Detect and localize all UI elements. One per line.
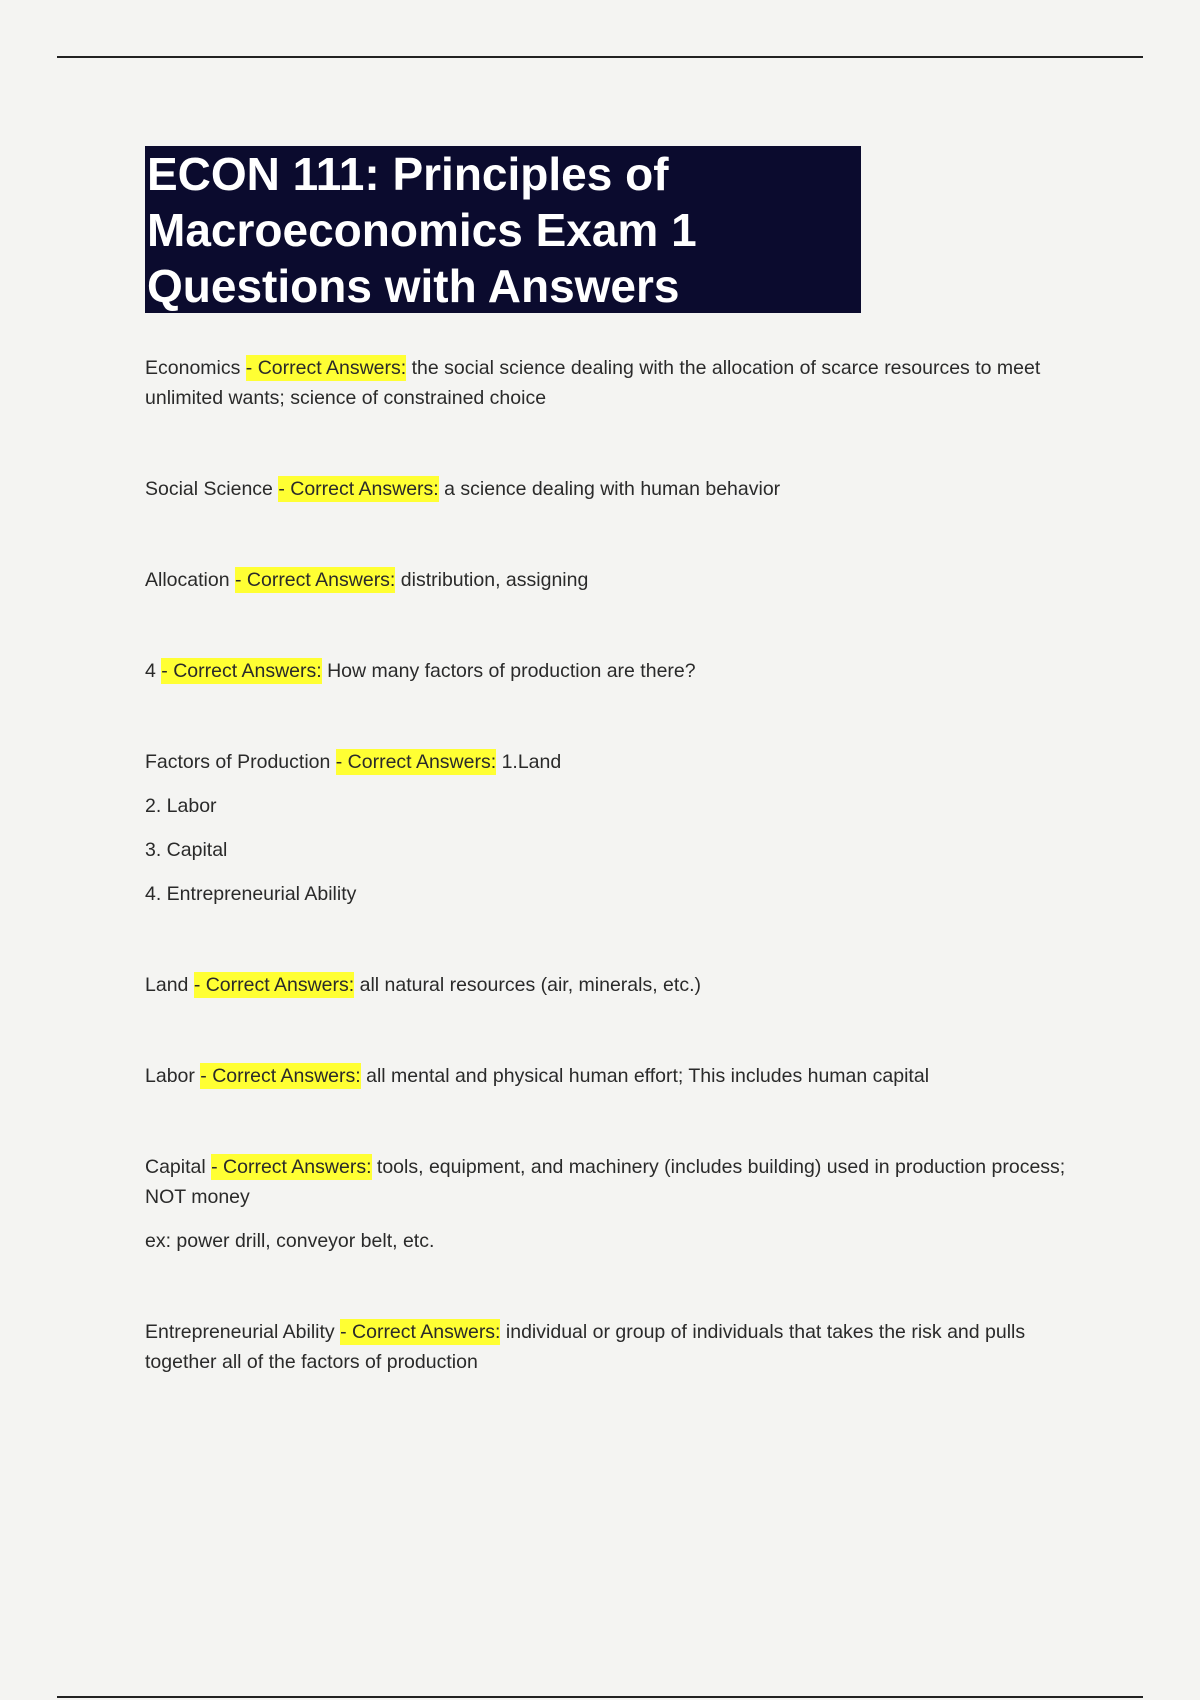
- entry-continuation: 3. Capital: [145, 839, 228, 861]
- entry-term: Entrepreneurial Ability: [145, 1321, 335, 1343]
- qa-entry: [145, 474, 1075, 504]
- entry-gap: [145, 686, 1075, 747]
- entry-gap: [145, 1000, 1075, 1061]
- entry-term: Social Science: [145, 478, 273, 500]
- entry-continuation: 2. Labor: [145, 795, 217, 817]
- qa-line: [145, 474, 1075, 504]
- qa-entry: [145, 747, 1075, 909]
- entry-answer: all mental and physical human effort; This includes human capital: [366, 1065, 930, 1087]
- qa-entry: [145, 970, 1075, 1000]
- entry-gap: [145, 595, 1075, 656]
- entry-continuation: ex: power drill, conveyor belt, etc.: [145, 1230, 435, 1252]
- title-line: ECON 111: Principles of: [147, 148, 669, 200]
- correct-answers-label: - Correct Answers:: [245, 357, 407, 379]
- entry-gap: [145, 504, 1075, 565]
- entry-gap: [145, 1091, 1075, 1152]
- correct-answers-label: - Correct Answers:: [234, 569, 396, 591]
- entry-answer: the social science dealing with the allocation of scarce resources to meet unlimited wants; science of constrained choice: [145, 357, 1041, 409]
- entry-term: Factors of Production: [145, 751, 331, 773]
- correct-answers-label: - Correct Answers:: [161, 660, 322, 682]
- qa-line: [145, 656, 1075, 686]
- qa-entry: [145, 1061, 1075, 1091]
- entry-term: 4: [145, 660, 156, 682]
- entry-continuation: 4. Entrepreneurial Ability: [145, 883, 357, 905]
- qa-line: [145, 1061, 1075, 1091]
- entry-answer: a science dealing with human behavior: [444, 478, 781, 500]
- entry-answer: distribution, assigning: [400, 569, 589, 591]
- title-line: Macroeconomics Exam 1: [147, 204, 697, 256]
- qa-entry: [145, 353, 1075, 413]
- correct-answers-label: - Correct Answers:: [340, 1321, 501, 1343]
- entry-term: Capital: [145, 1156, 206, 1178]
- title-block: [145, 146, 861, 313]
- qa-entry: [145, 656, 1075, 686]
- qa-line: [145, 747, 1075, 777]
- entry-answer: How many factors of production are there?: [327, 660, 696, 682]
- bottom-rule: [57, 1696, 1143, 1698]
- qa-entry: [145, 1152, 1075, 1256]
- entry-term: Land: [145, 974, 189, 996]
- entry-term: Allocation: [145, 569, 230, 591]
- correct-answers-label: - Correct Answers:: [193, 974, 355, 996]
- entry-term: Labor: [145, 1065, 195, 1087]
- title-line: Questions with Answers: [147, 260, 680, 312]
- qa-entry: [145, 1317, 1075, 1377]
- qa-line: [145, 353, 1075, 413]
- qa-entry: [145, 565, 1075, 595]
- correct-answers-label: - Correct Answers:: [335, 751, 497, 773]
- entry-answer: individual or group of individuals that takes the risk and pulls together all of the factors of production: [145, 1321, 1026, 1373]
- correct-answers-label: - Correct Answers:: [211, 1156, 372, 1178]
- qa-line: [145, 1152, 1075, 1212]
- qa-line: [145, 970, 1075, 1000]
- entry-gap: [145, 413, 1075, 474]
- correct-answers-label: - Correct Answers:: [278, 478, 439, 500]
- entry-gap: [145, 909, 1075, 970]
- qa-line: [145, 565, 1075, 595]
- entry-gap: [145, 1256, 1075, 1317]
- entry-answer: tools, equipment, and machinery (includes building) used in production process; NOT money: [145, 1156, 1066, 1208]
- qa-line: [145, 1317, 1075, 1377]
- top-rule: [57, 56, 1143, 58]
- entry-term: Economics: [145, 357, 241, 379]
- correct-answers-label: - Correct Answers:: [200, 1065, 361, 1087]
- qa-list: [145, 353, 1075, 1377]
- entry-answer: all natural resources (air, minerals, etc.): [359, 974, 701, 996]
- entry-answer: 1.Land: [501, 751, 562, 773]
